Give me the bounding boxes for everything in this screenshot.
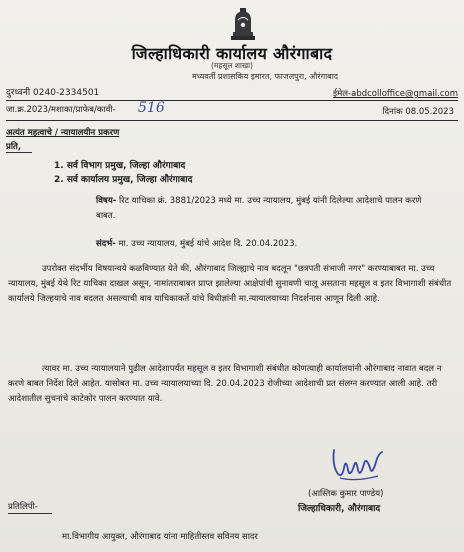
- office-title: जिल्हाधिकारी कार्यालय औरंगाबाद: [131, 44, 333, 63]
- subject-text: रिट याचिका क्रं. 3881/2023 मध्ये मा. उच्च न्यायालय, मुंबई यांनी दिलेल्या आदेशाचे पालन करणे बाबत.: [96, 196, 422, 221]
- signatory-designation: जिल्हाधिकारी, औरंगाबाद: [298, 504, 381, 514]
- branch-name: (महसूल शाखा): [211, 61, 253, 70]
- signatory-name: (आस्तिक कुमार पाण्डेय): [308, 489, 384, 499]
- phone-number: दुरध्वनी 0240-2334501: [6, 88, 100, 98]
- handwritten-number: 516: [138, 100, 165, 116]
- reference-line: [96, 238, 297, 249]
- recipient-1: 1. सर्व विभाग प्रमुख, जिल्हा औरंगाबाद: [54, 161, 186, 171]
- office-address: मध्यवर्ती प्रशासकिय इमारत, फाजलपुरा, औरंगाबाद: [191, 72, 339, 81]
- copy-recipient: मा.विभागीय आयुक्त, औरंगाबाद यांना माहितीस्तव सविनय सादर: [62, 532, 258, 542]
- copy-label: प्रतिलिपी-: [8, 502, 38, 512]
- email-address: ईमेल-abdcolloffice@gmail.com: [333, 89, 458, 99]
- recipient-2: 2. सर्व कार्यालय प्रमुख, जिल्हा औरंगाबाद: [54, 175, 193, 185]
- subject-line: [96, 194, 426, 224]
- letter-date: दिनांक 08.05.2023: [382, 107, 454, 117]
- copy-underline: [8, 513, 52, 514]
- reference-number: जा.क्र.2023/मशाका/प्राफेब/कावी-: [6, 105, 116, 115]
- national-emblem-icon: [228, 6, 258, 42]
- reference-divider: [6, 120, 458, 121]
- handwritten-signature: [326, 444, 386, 484]
- reference-label: संदर्भ-: [96, 239, 116, 249]
- to-underline: [6, 152, 32, 153]
- reference-text: मा. उच्च न्यायालय, मुंबई यांचे आदेश दि. 20.04.2023.: [118, 239, 298, 249]
- body-paragraph-1: उपरोक्त संदर्भीय विषयान्वये कळविण्यात येते की, औरंगाबाद जिल्ह्याचे नाव बदलून "छत्रपती संभाजी नगर" करण्याबाबत मा. उच्च न्यायालय, मुंबई येथे रिट याचिका दाखल असून, नामांतराबाबत प्राप्त झालेल्या आक्षेपांची सुनावणी चालू असताना महसूल व इतर विभागाशी संबंधीत कार्यालये जिल्हयाचे नाव बदलत असल्याची बाब याचिकाकर्ते यांचे विधीज्ञांनी मा.न्यायालयाच्या निदर्शनास आणून दिली आहे.: [8, 264, 452, 304]
- subject-label: विषय-: [96, 196, 117, 206]
- header-divider: [6, 100, 458, 101]
- to-label: प्रति,: [6, 142, 22, 152]
- urgency-label: अत्यंत महत्वाचे / न्यायालयीन प्रकरण: [6, 128, 120, 138]
- body-paragraph-2: त्यावर मा. उच्च न्यायालयाने पुढील आदेशापर्यंत महसूल व इतर विभागाशी संबंधीत कोणत्याही कार्यालयांनी औरंगाबाद नावात बदल न करणे बाबत निर्देश दिले आहेत. यासोबत मा. उच्च न्यायालयाच्या दि. 20.04.2023 रोजीच्या आदेशाची प्रत संलग्न करण्यात आली आहे. तरी आदेशातील सुचनांचे काटेकोर पालन करण्यात यावे.: [8, 364, 442, 404]
